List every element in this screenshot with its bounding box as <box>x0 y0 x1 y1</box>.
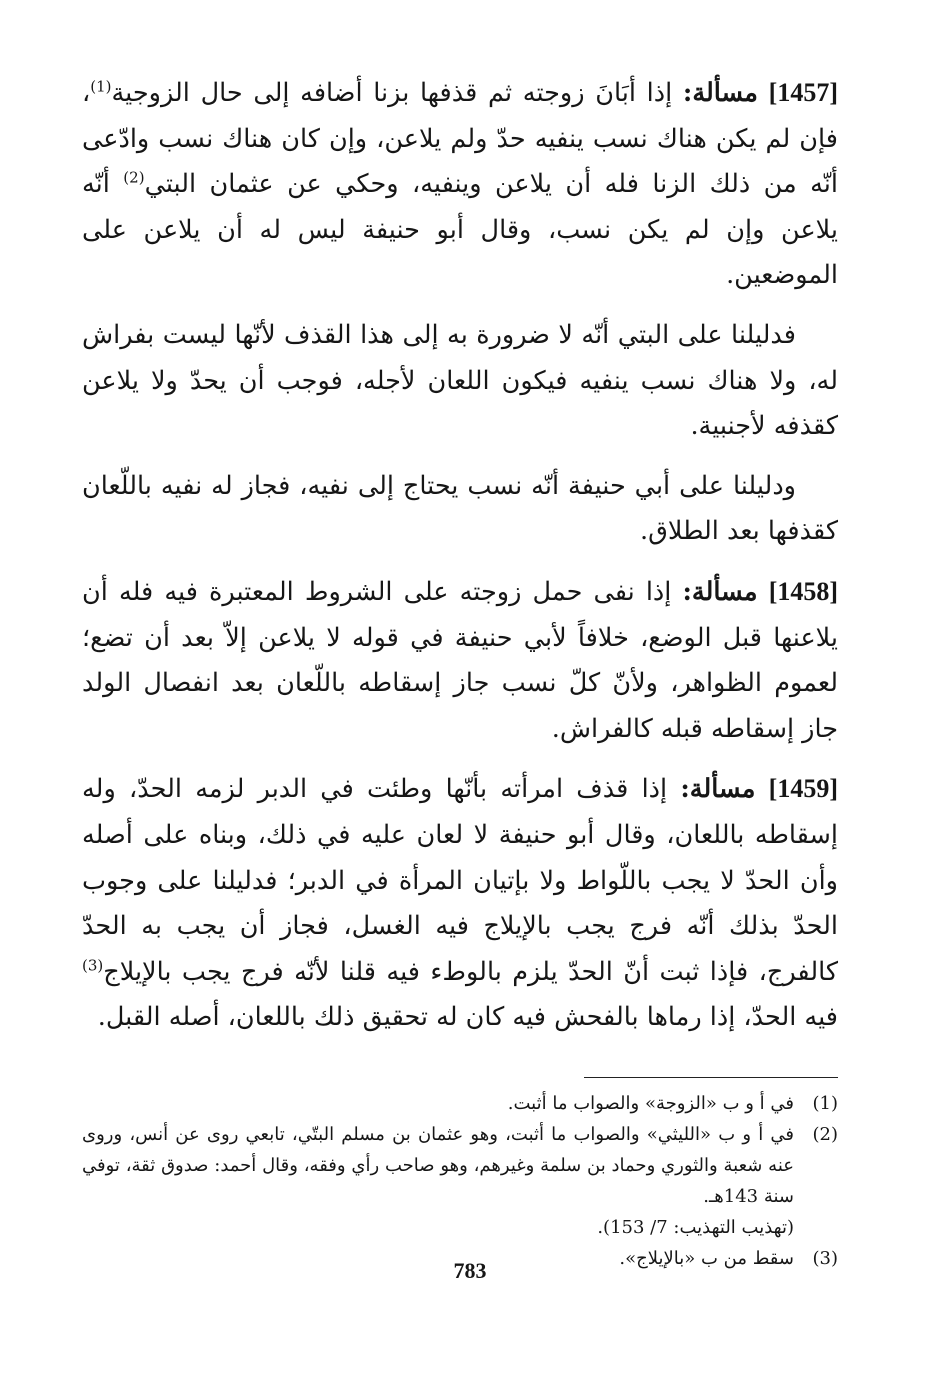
footnote-number: (3) <box>812 1247 838 1269</box>
text-run: إذا أبَانَ زوجته ثم قذفها بزنا أضافه إلى حال الزوجية <box>111 78 673 108</box>
text-run: إذا نفى حمل زوجته على الشروط المعتبرة فيه فله أن يلاعنها قبل الوضع، خلافاً لأبي حنيفة في قوله لا يلاعن إلاّ بعد أن تضع؛ لعموم الظواهر، ولأنّ كلّ نسب جاز إسقاطه باللّعان بعد انفصال الولد جاز إسقاطه قبله كالفراش. <box>82 576 838 744</box>
paragraph <box>82 766 838 1041</box>
issue-number: [1457] <box>768 78 838 107</box>
footnote-number: (1) <box>812 1092 838 1114</box>
text-run: إذا قذف امرأته بأنّها وطئت في الدبر لزمه الحدّ، وله إسقاطه باللعان، وقال أبو حنيفة لا لعان عليه في ذلك، وبناه على أصله وأن الحدّ لا يجب باللّواط ولا بإتيان المرأة في الدبر؛ فدليلنا على وجوب الحدّ بذلك أنّه فرج يجب بالإيلاج فيه الغسل، فجاز أن يجب به الحدّ كالفرج، فإذا ثبت أنّ الحدّ يلزم بالوطء فيه قلنا لأنّه فرج يجب بالإيلاج <box>82 774 838 987</box>
paragraph <box>82 569 838 752</box>
text-run: فيه الحدّ، إذا رماها بالفحش فيه كان له تحقيق ذلك باللعان، أصله القبل. <box>97 1002 838 1033</box>
text-run: ، فإن لم يكن هناك نسب ينفيه حدّ ولم يلاعن، وإن كان هناك نسب وادّعى أنّه من ذلك الزنا فله أن يلاعن وينفيه، وحكي عن عثمان البتي <box>82 78 838 200</box>
footnote-ref: (1) <box>90 77 112 96</box>
footnote-separator <box>584 1077 838 1078</box>
footnote-text: سقط من ب «بالإيلاج». <box>619 1247 794 1269</box>
issue-number: [1458] <box>768 576 839 606</box>
issue-number: [1459] <box>768 774 838 804</box>
footnote-text: في أ و ب «الليثي» والصواب ما أثبت، وهو عثمان بن مسلم البتّي، تابعي روى عن أنس، وروى عنه شعبة والثوري وحماد بن سلمة وغيرهم، وهو صاحب رأي وفقه، وقال أحمد: صدوق ثقة، توفي سنة 143هـ. <box>82 1123 794 1207</box>
footnote-text: (تهذيب التهذيب: 7/ 153). <box>597 1216 794 1238</box>
footnote-ref: (2) <box>123 168 145 187</box>
footnote <box>82 1212 838 1243</box>
footnote-ref: (3) <box>82 956 104 975</box>
paragraph <box>82 70 838 299</box>
issue-keyword: مسألة: <box>682 78 758 108</box>
footnote-number: (2) <box>812 1123 838 1145</box>
footnote <box>82 1088 838 1119</box>
footnote-text: في أ و ب «الزوجة» والصواب ما أثبت. <box>507 1092 794 1114</box>
issue-keyword: مسألة: <box>682 576 758 607</box>
main-text <box>82 70 838 1041</box>
paragraph <box>82 313 838 450</box>
footnotes <box>82 1088 838 1274</box>
text-run: فدليلنا على البتي أنّه لا ضرورة به إلى هذا القذف لأنّها ليست بفراش له، ولا هناك نسب ينفيه فيكون اللعان لأجله، فوجب أن يحدّ ولا يلاعن كقذفه لأجنبية. <box>82 319 838 442</box>
paragraph <box>82 464 838 555</box>
issue-keyword: مسألة: <box>680 774 756 805</box>
footnote <box>82 1119 838 1212</box>
text-run: ودليلنا على أبي حنيفة أنّه نسب يحتاج إلى نفيه، فجاز له نفيه باللّعان كقذفها بعد الطلاق. <box>82 470 838 547</box>
page-number: 783 <box>453 1258 487 1283</box>
text-run: أنّه يلاعن وإن لم يكن نسب، وقال أبو حنيفة ليس له أن يلاعن على الموضعين. <box>82 169 838 291</box>
